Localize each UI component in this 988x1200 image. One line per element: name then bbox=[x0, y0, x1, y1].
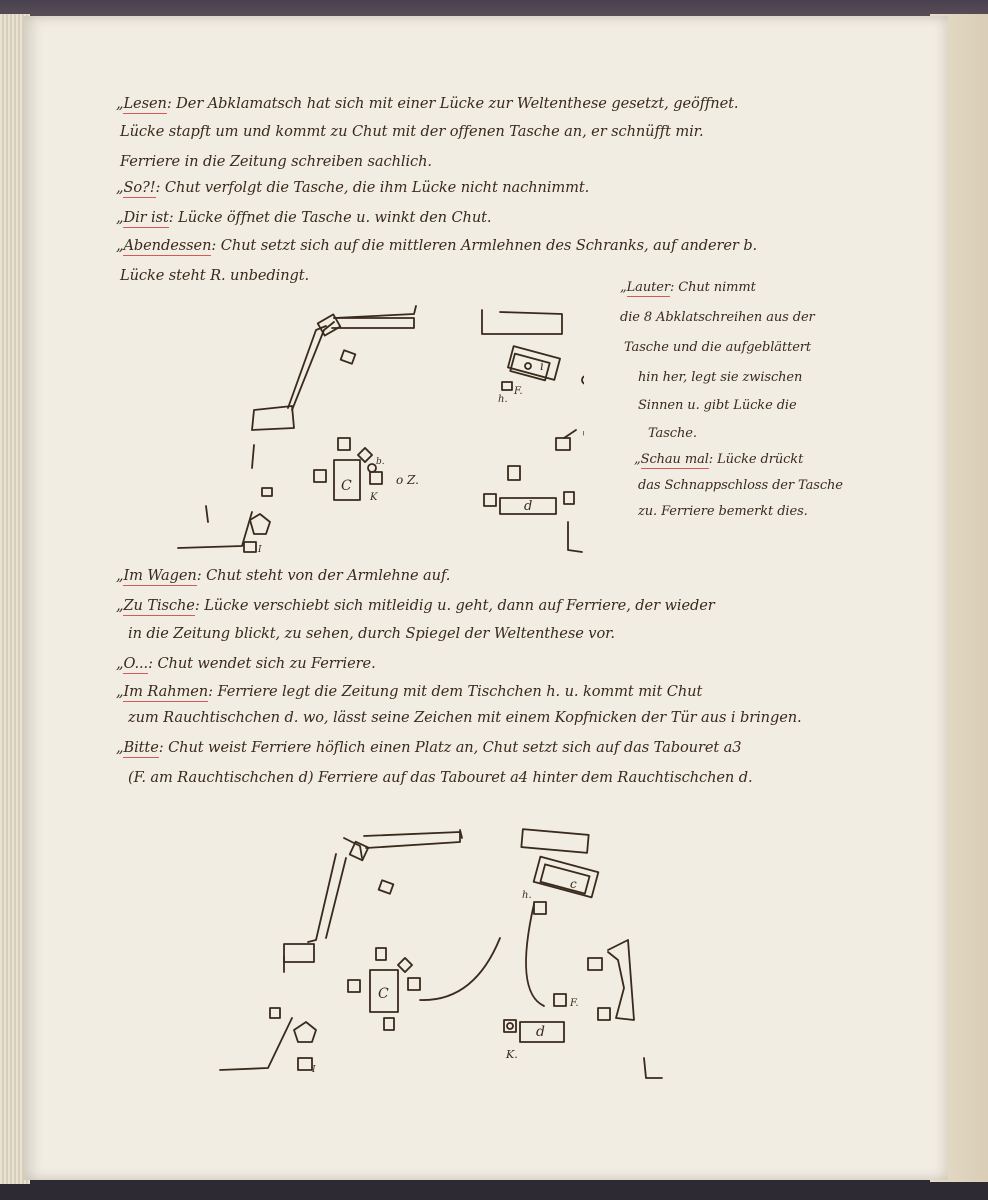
svg-text:F.: F. bbox=[514, 386, 523, 397]
svg-text:h.: h. bbox=[498, 394, 508, 405]
cue-word: O... bbox=[123, 655, 149, 672]
manuscript-line: „So?!: Chut verfolgt die Tasche, die ihm Lücke nicht nachnimmt. bbox=[116, 179, 590, 196]
cue-word: Im Wagen bbox=[123, 567, 197, 584]
svg-text:d: d bbox=[536, 1024, 545, 1040]
manuscript-line: „Zu Tische: Lücke verschiebt sich mitleidig u. geht, dann auf Ferriere, der wieder bbox=[116, 597, 715, 614]
manuscript-line: in die Zeitung blickt, zu sehen, durch Spiegel der Weltenthese vor. bbox=[128, 625, 615, 642]
note-line: die 8 Abklatschreihen aus der bbox=[620, 310, 815, 325]
cue-word: Dir ist bbox=[123, 209, 169, 226]
svg-text:d: d bbox=[524, 499, 533, 514]
manuscript-line: Lücke steht R. unbedingt. bbox=[120, 267, 310, 284]
svg-text:K.: K. bbox=[506, 1048, 518, 1061]
manuscript-line: Ferriere in die Zeitung schreiben sachlich. bbox=[120, 153, 432, 170]
manuscript-line: „Lesen: Der Abklamatsch hat sich mit einer Lücke zur Weltenthese gesetzt, geöffnet. bbox=[116, 95, 739, 112]
book-cover-bottom-edge bbox=[0, 1180, 988, 1200]
cue-word: Im Rahmen bbox=[123, 683, 209, 700]
note-line: hin her, legt sie zwischen bbox=[638, 370, 803, 385]
manuscript-page bbox=[24, 16, 948, 1180]
cue-word: So?! bbox=[123, 179, 156, 196]
note-line: „Lauter: Chut nimmt bbox=[620, 280, 756, 295]
cue-word: Abendessen bbox=[123, 237, 212, 254]
svg-text:K: K bbox=[370, 492, 378, 503]
stage-diagram-2 bbox=[204, 822, 674, 1092]
svg-text:I: I bbox=[258, 545, 262, 555]
note-line: zu. Ferriere bemerkt dies. bbox=[638, 504, 808, 519]
manuscript-line: „Im Rahmen: Ferriere legt die Zeitung mit dem Tischchen h. u. kommt mit Chut bbox=[116, 683, 703, 700]
svg-text:h.: h. bbox=[522, 890, 532, 901]
note-line: Tasche und die aufgeblättert bbox=[624, 340, 812, 355]
manuscript-line: „O...: Chut wendet sich zu Ferriere. bbox=[116, 655, 376, 672]
cue-word: Lesen bbox=[123, 95, 167, 112]
svg-text:o Z.: o Z. bbox=[396, 473, 419, 487]
note-line: das Schnappschloss der Tasche bbox=[638, 478, 843, 493]
svg-text:F.: F. bbox=[570, 998, 579, 1009]
manuscript-line: Lücke stapft um und kommt zu Chut mit der offenen Tasche an, er schnüfft mir. bbox=[120, 123, 704, 140]
manuscript-line: „Abendessen: Chut setzt sich auf die mittleren Armlehnen des Schranks, auf anderer b. bbox=[116, 237, 758, 254]
note-line: „Schau mal: Lücke drückt bbox=[634, 452, 804, 467]
svg-text:C: C bbox=[341, 478, 352, 494]
cue-word: Zu Tische bbox=[123, 597, 195, 614]
manuscript-line: zum Rauchtischchen d. wo, lässt seine Zeichen mit einem Kopfnicken der Tür aus i bringen. bbox=[128, 709, 802, 726]
svg-text:b.: b. bbox=[376, 457, 385, 467]
stage-diagram-1 bbox=[164, 300, 584, 570]
manuscript-line: „Dir ist: Lücke öffnet die Tasche u. winkt den Chut. bbox=[116, 209, 492, 226]
note-line: Tasche. bbox=[648, 426, 697, 441]
svg-text:i: i bbox=[540, 359, 544, 373]
cue-word: Bitte bbox=[123, 739, 159, 756]
manuscript-line: „Bitte: Chut weist Ferriere höflich einen Platz an, Chut setzt sich auf das Tabouret a3 bbox=[116, 739, 742, 756]
cue-word: Lauter bbox=[626, 280, 670, 295]
svg-text:c: c bbox=[570, 877, 577, 891]
note-line: Sinnen u. gibt Lücke die bbox=[638, 398, 797, 413]
manuscript-line: „Im Wagen: Chut steht von der Armlehne auf. bbox=[116, 567, 451, 584]
svg-text:C: C bbox=[378, 986, 389, 1002]
manuscript-line: (F. am Rauchtischchen d) Ferriere auf das Tabouret a4 hinter dem Rauchtischchen d. bbox=[128, 769, 753, 786]
cue-word: Schau mal bbox=[640, 452, 709, 467]
svg-text:I: I bbox=[312, 1065, 316, 1075]
